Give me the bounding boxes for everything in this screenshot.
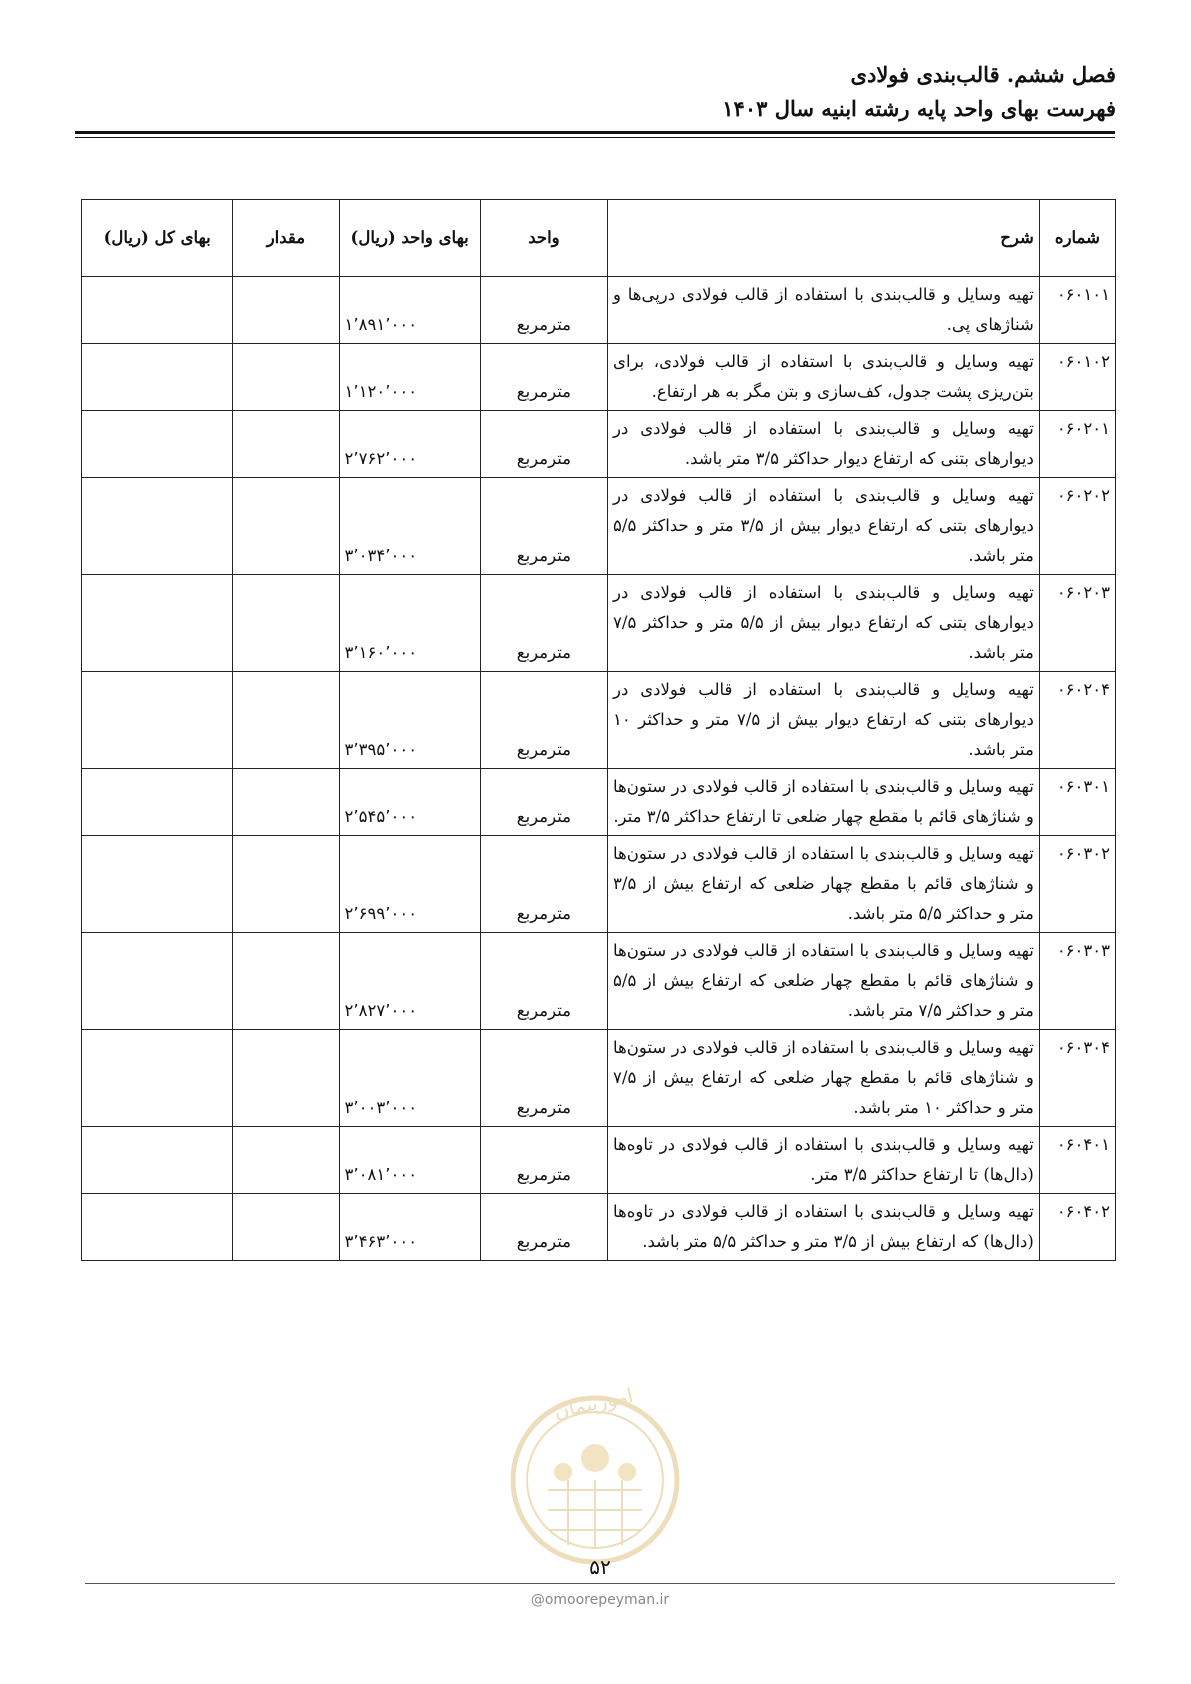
- row-qty: [233, 769, 339, 836]
- table-row: [82, 769, 1116, 836]
- row-qty: [233, 478, 339, 575]
- row-total: [82, 1127, 233, 1194]
- row-desc: تهیه وسایل و قالب‌بندی با استفاده از قالب فولادی در ستون‌ها و شناژهای قائم با مقطع چهار ضلعی که ارتفاع بیش از ۷/۵ متر و حداکثر ۱۰ متر باشد.: [608, 1030, 1040, 1127]
- row-code: ۰۶۰۳۰۳: [1039, 933, 1115, 1030]
- row-desc: تهیه وسایل و قالب‌بندی با استفاده از قالب فولادی در ستون‌ها و شناژهای قائم با مقطع چهار ضلعی که ارتفاع بیش از ۳/۵ متر و حداکثر ۵/۵ متر باشد.: [608, 836, 1040, 933]
- row-total: [82, 933, 233, 1030]
- row-unit: مترمربع: [480, 1030, 607, 1127]
- row-unit: مترمربع: [480, 933, 607, 1030]
- row-unit: مترمربع: [480, 769, 607, 836]
- row-qty: [233, 836, 339, 933]
- row-code: ۰۶۰۲۰۱: [1039, 411, 1115, 478]
- row-qty: [233, 575, 339, 672]
- page-header: [76, 58, 1116, 126]
- table-row: [82, 836, 1116, 933]
- row-qty: [233, 672, 339, 769]
- table-row: [82, 411, 1116, 478]
- row-code: ۰۶۰۳۰۲: [1039, 836, 1115, 933]
- row-qty: [233, 1194, 339, 1261]
- row-desc: تهیه وسایل و قالب‌بندی با استفاده از قالب فولادی در ستون‌ها و شناژهای قائم با مقطع چهار ضلعی که ارتفاع بیش از ۵/۵ متر و حداکثر ۷/۵ متر باشد.: [608, 933, 1040, 1030]
- row-code: ۰۶۰۱۰۲: [1039, 344, 1115, 411]
- row-code: ۰۶۰۲۰۳: [1039, 575, 1115, 672]
- header-rule-thick: [75, 131, 1115, 134]
- row-total: [82, 1030, 233, 1127]
- row-desc: تهیه وسایل و قالب‌بندی با استفاده از قالب فولادی در ستون‌ها و شناژهای قائم با مقطع چهار ضلعی تا ارتفاع حداکثر ۳/۵ متر.: [608, 769, 1040, 836]
- row-code: ۰۶۰۲۰۲: [1039, 478, 1115, 575]
- header-total: بهای کل (ریال): [82, 200, 233, 277]
- row-code: ۰۶۰۱۰۱: [1039, 277, 1115, 344]
- row-desc: تهیه وسایل و قالب‌بندی با استفاده از قالب فولادی درپی‌ها و شناژهای پی.: [608, 277, 1040, 344]
- table-row: [82, 344, 1116, 411]
- row-desc: تهیه وسایل و قالب‌بندی با استفاده از قالب فولادی در تاوه‌ها (دال‌ها) تا ارتفاع حداکثر ۳/۵ متر.: [608, 1127, 1040, 1194]
- table-row: [82, 478, 1116, 575]
- row-qty: [233, 1030, 339, 1127]
- row-desc: تهیه وسایل و قالب‌بندی با استفاده از قالب فولادی در تاوه‌ها (دال‌ها) که ارتفاع بیش از ۳/۵ متر و حداکثر ۵/۵ متر باشد.: [608, 1194, 1040, 1261]
- row-price: ۳٬۴۶۳٬۰۰۰: [339, 1194, 480, 1261]
- row-qty: [233, 344, 339, 411]
- table-row: [82, 277, 1116, 344]
- row-unit: مترمربع: [480, 1127, 607, 1194]
- row-qty: [233, 411, 339, 478]
- chapter-title: فصل ششم. قالب‌بندی فولادی: [850, 62, 1116, 87]
- header-price: بهای واحد (ریال): [339, 200, 480, 277]
- row-price: ۲٬۸۲۷٬۰۰۰: [339, 933, 480, 1030]
- row-desc: تهیه وسایل و قالب‌بندی با استفاده از قالب فولادی در دیوارهای بتنی که ارتفاع دیوار بیش از ۵/۵ متر و حداکثر ۷/۵ متر باشد.: [608, 575, 1040, 672]
- row-qty: [233, 933, 339, 1030]
- row-unit: مترمربع: [480, 836, 607, 933]
- row-total: [82, 344, 233, 411]
- row-qty: [233, 1127, 339, 1194]
- footer-rule: [85, 1583, 1115, 1584]
- row-price: ۳٬۱۶۰٬۰۰۰: [339, 575, 480, 672]
- row-total: [82, 478, 233, 575]
- row-unit: مترمربع: [480, 672, 607, 769]
- row-code: ۰۶۰۴۰۱: [1039, 1127, 1115, 1194]
- table-row: [82, 1194, 1116, 1261]
- row-code: ۰۶۰۴۰۲: [1039, 1194, 1115, 1261]
- row-desc: تهیه وسایل و قالب‌بندی با استفاده از قالب فولادی، برای بتن‌ریزی پشت جدول، کف‌سازی و بتن مگر به هر ارتفاع.: [608, 344, 1040, 411]
- row-total: [82, 277, 233, 344]
- row-total: [82, 672, 233, 769]
- row-total: [82, 1194, 233, 1261]
- row-code: ۰۶۰۳۰۴: [1039, 1030, 1115, 1127]
- row-unit: مترمربع: [480, 478, 607, 575]
- header-rule-thin: [75, 137, 1115, 138]
- row-price: ۳٬۰۳۴٬۰۰۰: [339, 478, 480, 575]
- table-header-row: [82, 200, 1116, 277]
- header-desc: شرح: [608, 200, 1040, 277]
- row-unit: مترمربع: [480, 411, 607, 478]
- row-code: ۰۶۰۲۰۴: [1039, 672, 1115, 769]
- row-price: ۲٬۷۶۲٬۰۰۰: [339, 411, 480, 478]
- row-price: ۳٬۳۹۵٬۰۰۰: [339, 672, 480, 769]
- row-price: ۱٬۱۲۰٬۰۰۰: [339, 344, 480, 411]
- row-unit: مترمربع: [480, 575, 607, 672]
- row-desc: تهیه وسایل و قالب‌بندی با استفاده از قالب فولادی در دیوارهای بتنی که ارتفاع دیوار بیش از ۷/۵ متر و حداکثر ۱۰ متر باشد.: [608, 672, 1040, 769]
- header-code: شماره: [1039, 200, 1115, 277]
- header-qty: مقدار: [233, 200, 339, 277]
- document-subtitle: فهرست بهای واحد پایه رشته ابنیه سال ۱۴۰۳: [722, 96, 1116, 121]
- table-row: [82, 575, 1116, 672]
- row-desc: تهیه وسایل و قالب‌بندی با استفاده از قالب فولادی در دیوارهای بتنی که ارتفاع دیوار بیش از ۳/۵ متر و حداکثر ۵/۵ متر باشد.: [608, 478, 1040, 575]
- row-price: ۲٬۵۴۵٬۰۰۰: [339, 769, 480, 836]
- row-price: ۱٬۸۹۱٬۰۰۰: [339, 277, 480, 344]
- page-number: ۵۲: [589, 1555, 611, 1579]
- watermark-text: امورپیمان: [551, 1383, 636, 1424]
- table-row: [82, 1030, 1116, 1127]
- row-unit: مترمربع: [480, 1194, 607, 1261]
- row-total: [82, 769, 233, 836]
- row-total: [82, 836, 233, 933]
- row-price: ۲٬۶۹۹٬۰۰۰: [339, 836, 480, 933]
- row-price: ۳٬۰۰۳٬۰۰۰: [339, 1030, 480, 1127]
- row-qty: [233, 277, 339, 344]
- table-row: [82, 672, 1116, 769]
- row-total: [82, 411, 233, 478]
- header-unit: واحد: [480, 200, 607, 277]
- table-row: [82, 1127, 1116, 1194]
- site-watermark-link: @omoorepeyman.ir: [530, 1592, 670, 1608]
- omoorepeyman-seal-icon: [508, 1380, 683, 1575]
- table-row: [82, 933, 1116, 1030]
- row-desc: تهیه وسایل و قالب‌بندی با استفاده از قالب فولادی در دیوارهای بتنی که ارتفاع دیوار حداکثر ۳/۵ متر باشد.: [608, 411, 1040, 478]
- price-list-table: [81, 199, 1116, 1261]
- row-code: ۰۶۰۳۰۱: [1039, 769, 1115, 836]
- row-price: ۳٬۰۸۱٬۰۰۰: [339, 1127, 480, 1194]
- row-unit: مترمربع: [480, 277, 607, 344]
- row-total: [82, 575, 233, 672]
- row-unit: مترمربع: [480, 344, 607, 411]
